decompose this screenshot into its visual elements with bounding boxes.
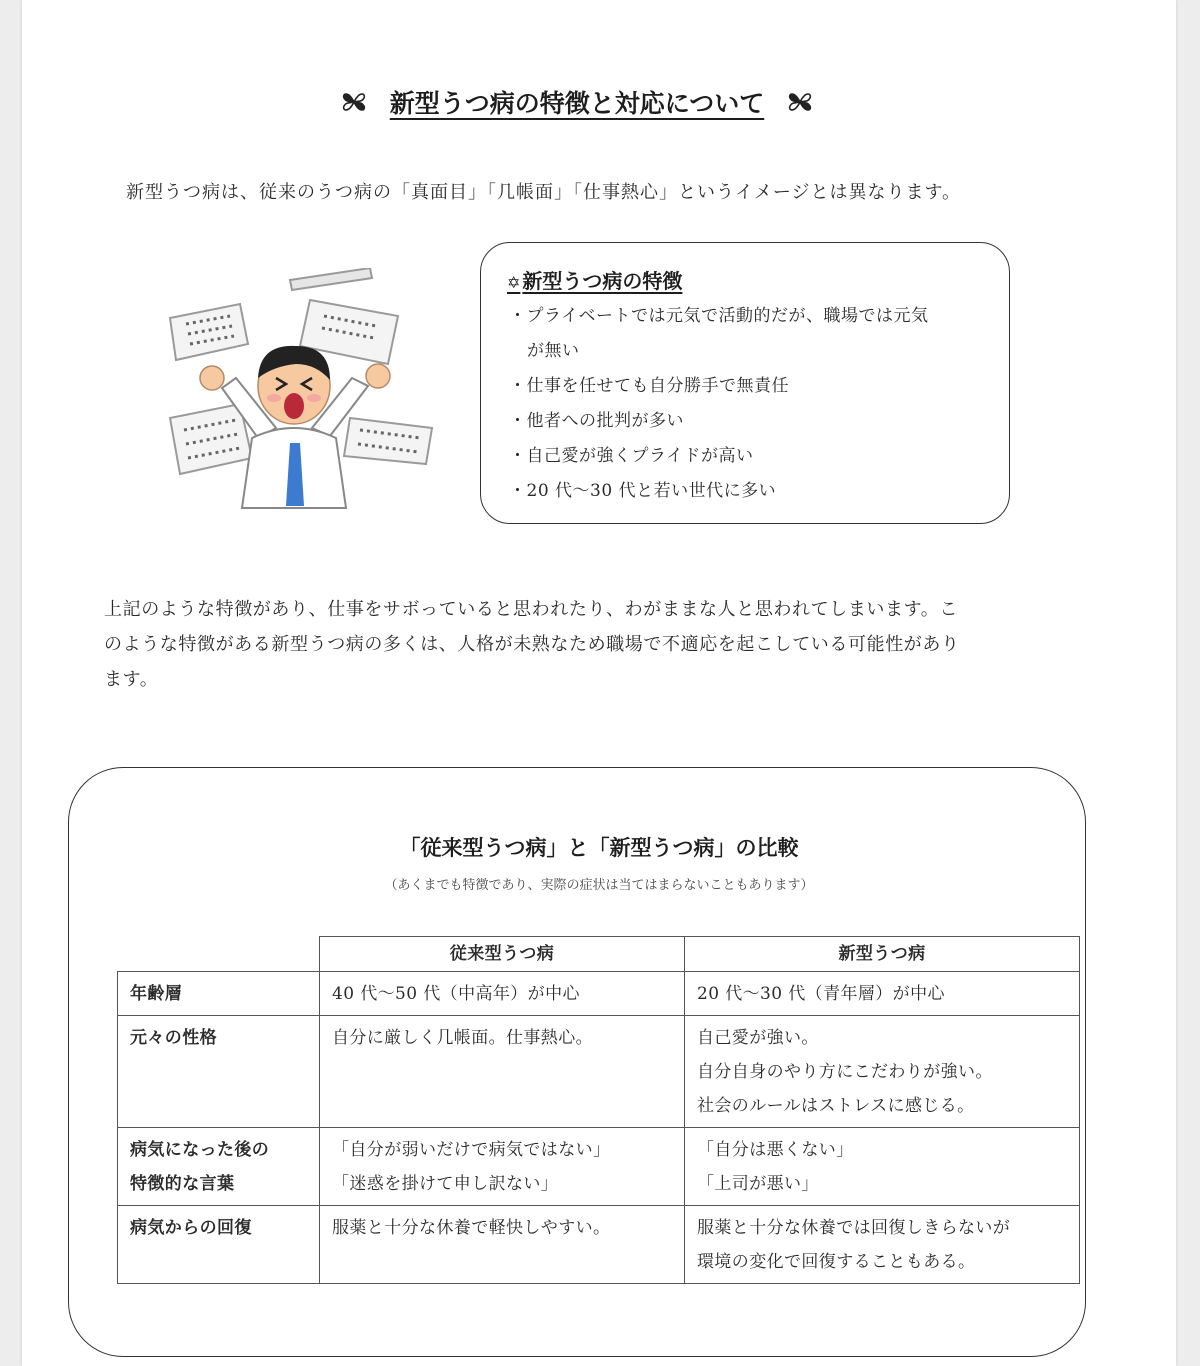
row-label	[118, 1128, 320, 1206]
page-title	[340, 84, 815, 120]
features-box	[480, 242, 1010, 524]
paragraph-line: 上記のような特徴があり、仕事をサボっていると思われたり、わがままな人と思われてしまいます。こ	[104, 599, 958, 620]
cell-line: 自分自身のやり方にこだわりが強い。	[697, 1062, 993, 1082]
butterfly-ornament-icon	[786, 88, 814, 116]
title-wrap	[0, 84, 1154, 120]
page-title-text: 新型うつ病の特徴と対応について	[389, 89, 765, 118]
feature-item: ・プライベートでは元気で活動的だが、職場では元気	[509, 306, 929, 326]
row-label	[118, 1016, 320, 1128]
column-header-new-type: 新型うつ病	[685, 937, 1080, 972]
features-title-text: 新型うつ病の特徴	[522, 269, 683, 293]
table-row	[118, 1128, 1080, 1206]
comparison-title: 「従来型うつ病」と「新型うつ病」の比較	[399, 836, 799, 860]
cell-line: 「自分が弱いだけで病気ではない」	[332, 1140, 611, 1160]
cell-line: 「上司が悪い」	[697, 1174, 819, 1194]
row-label-line: 元々の性格	[130, 1028, 217, 1048]
cell-line: 「迷惑を掛けて申し訳ない」	[332, 1174, 559, 1194]
table-row	[118, 972, 1080, 1016]
features-list	[509, 299, 929, 509]
row-label-line: 病気からの回復	[130, 1218, 252, 1238]
star-icon: ✡	[507, 273, 521, 292]
feature-item-continued: が無い	[527, 341, 580, 361]
traditional-cell	[320, 972, 685, 1016]
table-corner-cell	[118, 937, 320, 972]
cell-line: 「自分は悪くない」	[697, 1140, 854, 1160]
traditional-cell	[320, 1016, 685, 1128]
paper-sheet	[170, 404, 252, 474]
stressed-man-illustration	[140, 268, 440, 518]
cell-line: 自分に厳しく几帳面。仕事熱心。	[332, 1028, 593, 1048]
row-label-line: 特徴的な言葉	[130, 1174, 235, 1194]
paper-sheet	[344, 418, 432, 464]
body-paragraph	[104, 592, 1054, 697]
butterfly-ornament-icon	[340, 88, 368, 116]
cell-line: 自己愛が強い。	[697, 1028, 819, 1048]
row-label-line: 病気になった後の	[130, 1140, 270, 1160]
features-title	[507, 265, 682, 294]
cell-line: 服薬と十分な休養では回復しきらないが	[697, 1218, 1011, 1238]
intro-text: 新型うつ病は、従来のうつ病の「真面目」「几帳面」「仕事熱心」というイメージとは異なります。	[126, 182, 962, 203]
cell-line: 環境の変化で回復することもある。	[697, 1252, 976, 1272]
feature-item: ・自己愛が強くプライドが高い	[509, 446, 754, 466]
cell-line: 20 代～30 代（青年層）が中心	[697, 984, 945, 1004]
row-label	[118, 1206, 320, 1284]
table-header-row	[118, 937, 1080, 972]
paragraph-line: のような特徴がある新型うつ病の多くは、人格が未熟なため職場で不適応を起こしている可能性があり	[104, 634, 960, 655]
table-row	[118, 1206, 1080, 1284]
feature-item: ・20 代～30 代と若い世代に多い	[509, 481, 777, 501]
cell-line: 社会のルールはストレスに感じる。	[697, 1096, 975, 1116]
comparison-note: （あくまでも特徴であり、実際の症状は当てはまらないこともあります）	[384, 878, 814, 893]
new-type-cell	[685, 1016, 1080, 1128]
table-row	[118, 1016, 1080, 1128]
comparison-table	[117, 936, 1080, 1284]
row-label-line: 年齢層	[130, 984, 183, 1004]
feature-item: ・仕事を任せても自分勝手で無責任	[509, 376, 789, 396]
new-type-cell	[685, 1128, 1080, 1206]
column-header-traditional: 従来型うつ病	[320, 937, 685, 972]
paragraph-line: ます。	[104, 669, 159, 690]
row-label	[118, 972, 320, 1016]
paper-sheet	[170, 304, 248, 360]
feature-item: ・他者への批判が多い	[509, 411, 684, 431]
cell-line: 服薬と十分な休養で軽快しやすい。	[332, 1218, 611, 1238]
paper-sheet	[290, 268, 372, 290]
new-type-cell	[685, 972, 1080, 1016]
cell-line: 40 代～50 代（中高年）が中心	[332, 984, 580, 1004]
traditional-cell	[320, 1128, 685, 1206]
traditional-cell	[320, 1206, 685, 1284]
new-type-cell	[685, 1206, 1080, 1284]
